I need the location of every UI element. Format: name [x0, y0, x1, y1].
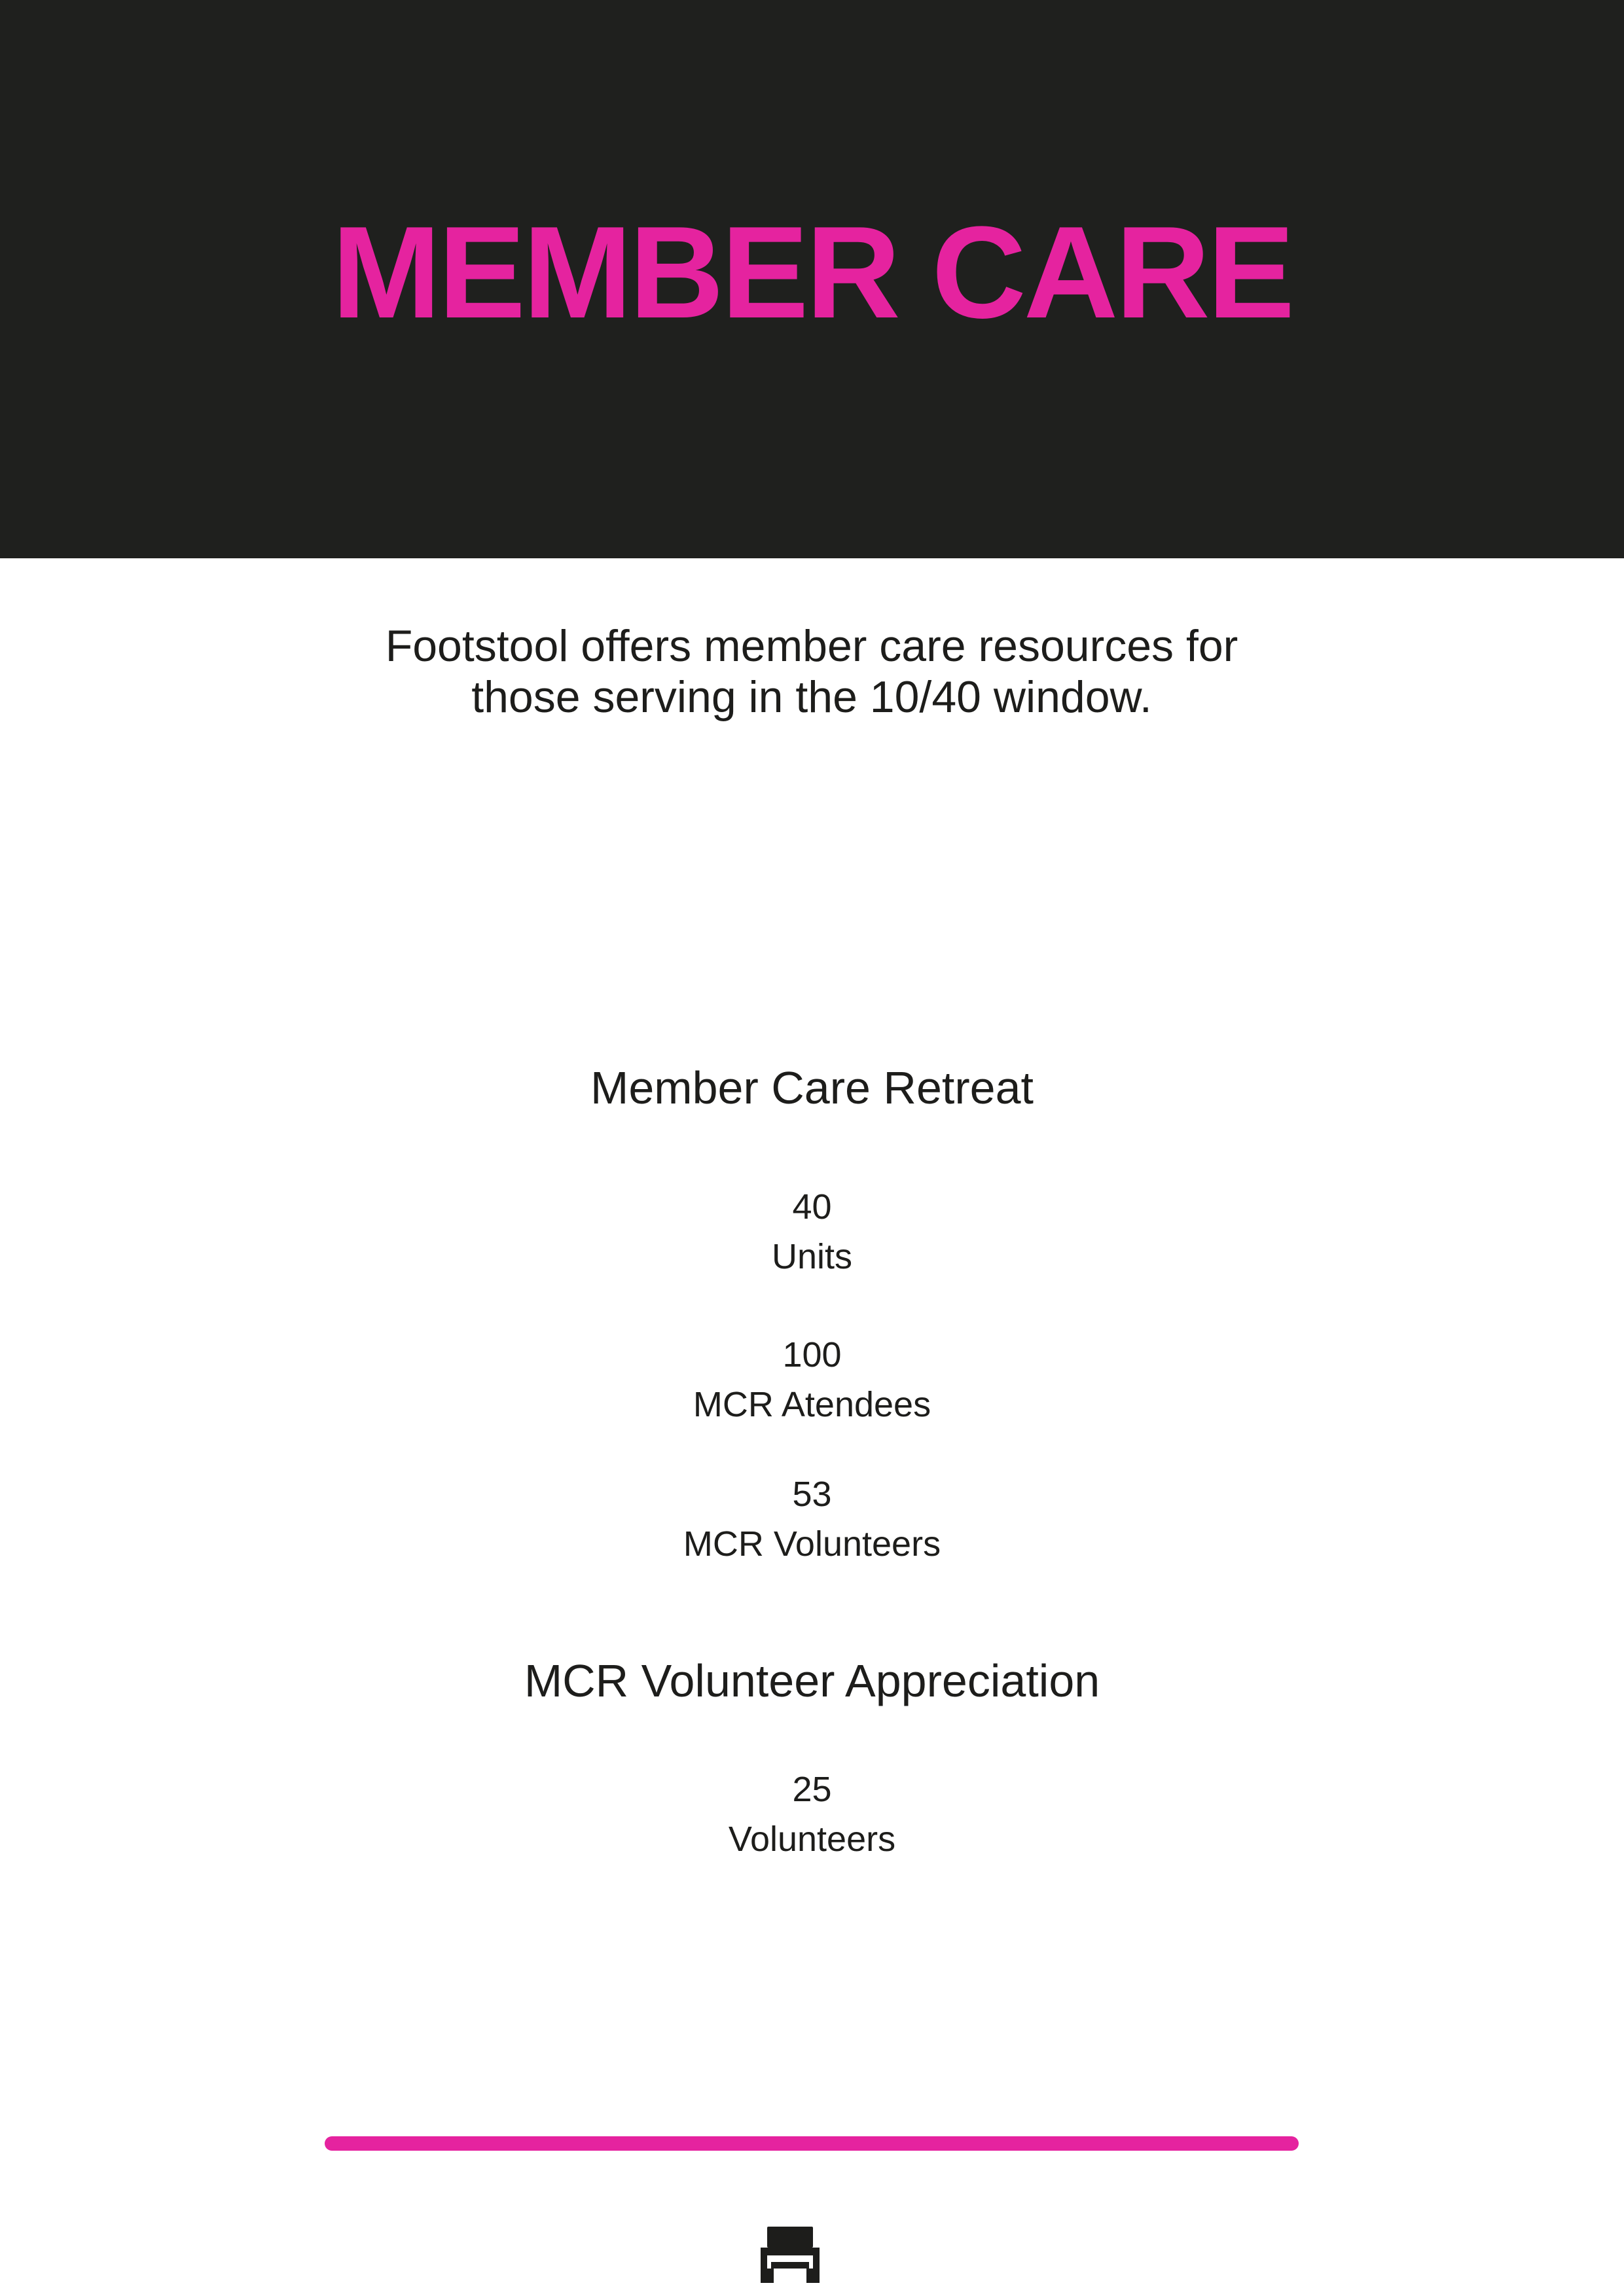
stat-mcr-volunteers: [0, 1469, 1624, 1569]
stat-label: MCR Volunteers: [683, 1524, 941, 1564]
stat-units: [0, 1182, 1624, 1282]
footer-divider: [325, 2136, 1299, 2151]
stat-label: MCR Atendees: [693, 1385, 931, 1424]
stat-value: 53: [792, 1475, 832, 1514]
stat-value: 25: [792, 1770, 832, 1809]
stat-value: 40: [792, 1187, 832, 1227]
section-heading-volunteer-appreciation: MCR Volunteer Appreciation: [524, 1655, 1100, 1706]
section-heading-member-care-retreat: Member Care Retreat: [590, 1062, 1034, 1113]
intro-line-2: those serving in the 10/40 window.: [471, 672, 1152, 722]
intro-text: [288, 620, 1335, 723]
page-title: MEMBER CARE: [331, 200, 1293, 346]
stat-label: Volunteers: [728, 1820, 896, 1859]
stat-value: 100: [782, 1335, 842, 1374]
intro-line-1: Footstool offers member care resources for: [385, 621, 1238, 671]
stat-volunteers: [0, 1765, 1624, 1864]
footstool-icon: [761, 2227, 820, 2283]
stat-mcr-attendees: [0, 1330, 1624, 1429]
stat-label: Units: [771, 1237, 853, 1276]
